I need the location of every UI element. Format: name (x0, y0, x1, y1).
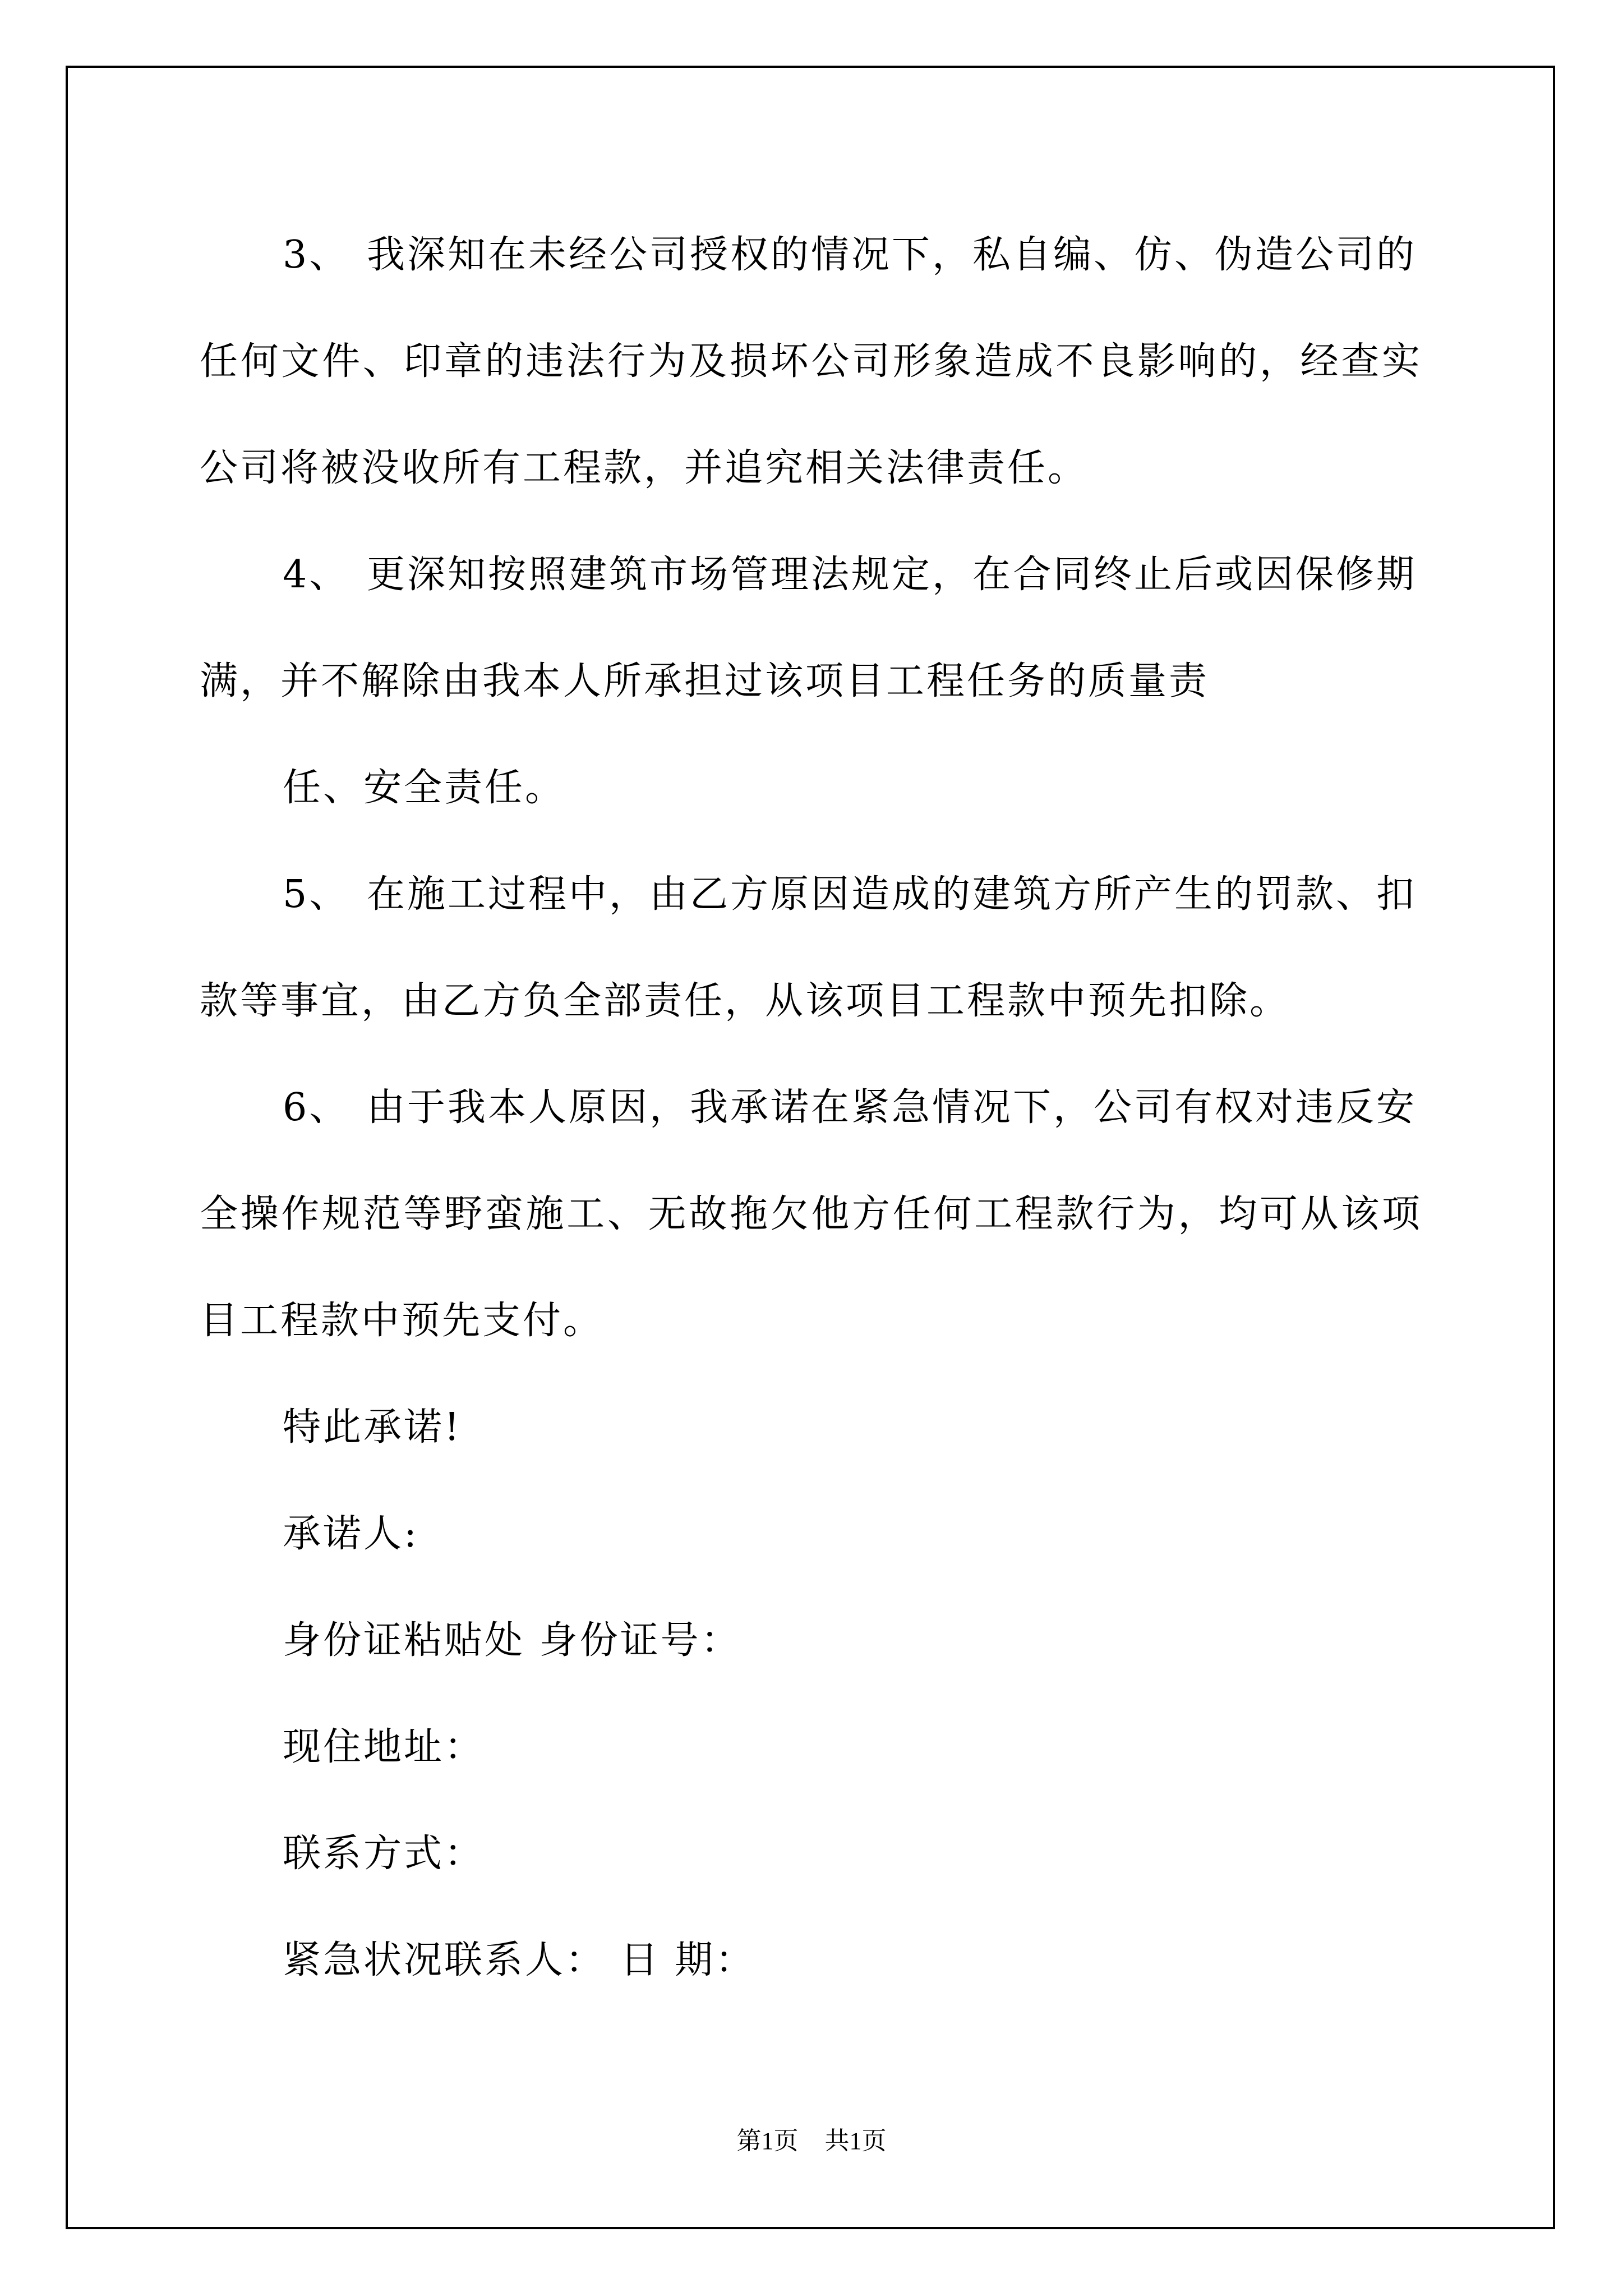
clause-3-line-1 (200, 202, 1422, 309)
contact-label: 联系方式： (283, 1832, 485, 1876)
clause-4-line-2: 满，并不解除由我本人所承担过该项目工程任务的质量责 (200, 659, 1210, 703)
page-number-current: 第1页 (736, 2127, 799, 2155)
clause-text: 我深知在未经公司授权的情况下，私自编、仿、伪造公司的 (367, 233, 1417, 277)
clause-text: 由于我本人原因，我承诺在紧急情况下，公司有权对违反安 (367, 1085, 1417, 1130)
document-body (200, 202, 1422, 2014)
clause-6-line-3: 目工程款中预先支付。 (200, 1299, 604, 1343)
page-number-total: 共1页 (824, 2127, 887, 2155)
clause-number: 4、 (283, 553, 350, 597)
clause-5-line-2: 款等事宜，由乙方负全部责任，从该项目工程款中预先扣除。 (200, 979, 1290, 1023)
emergency-contact-date-label: 紧急状况联系人： 日 期： (283, 1938, 756, 1982)
commitment-statement: 特此承诺! (283, 1405, 462, 1450)
clause-3-line-3: 公司将被没收所有工程款，并追究相关法律责任。 (200, 446, 1089, 490)
page-footer (0, 2120, 1623, 2156)
address-label: 现住地址： (283, 1725, 485, 1769)
promisor-label: 承诺人: (283, 1512, 419, 1556)
clause-text: 在施工过程中，由乙方原因造成的建筑方所产生的罚款、扣 (367, 872, 1417, 917)
clause-6-line-1 (200, 1055, 1422, 1161)
clause-4-line-3: 任、安全责任。 (283, 766, 566, 810)
clause-number: 5、 (283, 872, 350, 917)
clause-5-line-1 (200, 841, 1422, 948)
clause-4-line-1 (200, 522, 1422, 628)
clause-text: 更深知按照建筑市场管理法规定，在合同终止后或因保修期 (367, 553, 1417, 597)
clause-number: 3、 (283, 233, 350, 277)
clause-number: 6、 (283, 1085, 350, 1130)
clause-3-line-2: 任何文件、印章的违法行为及损坏公司形象造成不良影响的，经查实 (200, 339, 1422, 384)
clause-6-line-2: 全操作规范等野蛮施工、无故拖欠他方任何工程款行为，均可从该项 (200, 1192, 1422, 1236)
id-card-label: 身份证粘贴处 身份证号： (283, 1618, 741, 1663)
